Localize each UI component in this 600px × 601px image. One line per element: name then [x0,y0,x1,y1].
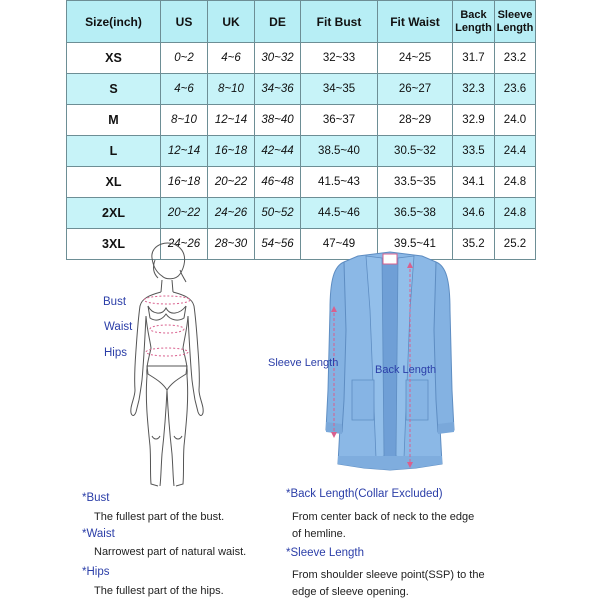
table-cell: 28~29 [378,105,453,136]
back-length-desc-line2: of hemline. [292,528,346,540]
size-cell: XS [67,43,161,74]
table-cell: 33.5 [453,136,495,167]
table-cell: 34.1 [453,167,495,198]
back-length-term: *Back Length(Collar Excluded) [286,488,443,500]
table-cell: 16~18 [161,167,208,198]
hips-term: *Hips [82,566,110,578]
waist-measure-line [150,325,184,333]
table-cell: 25.2 [495,229,536,260]
sleeve-length-desc-line1: From shoulder sleeve point(SSP) to the [292,569,485,581]
size-cell: 2XL [67,198,161,229]
table-cell: 4~6 [208,43,255,74]
back-length-label: Back Length [375,364,437,376]
table-cell: 28~30 [208,229,255,260]
table-cell: 26~27 [378,74,453,105]
table-cell: 32.9 [453,105,495,136]
table-row [67,74,536,105]
size-cell: XL [67,167,161,198]
table-cell: 12~14 [161,136,208,167]
header-us: US [161,1,208,43]
hips-label: Hips [104,347,128,359]
header-back-length: Back Length [453,1,495,43]
table-row [67,167,536,198]
table-cell: 38.5~40 [301,136,378,167]
header-size: Size(inch) [67,1,161,43]
table-cell: 31.7 [453,43,495,74]
table-cell: 46~48 [255,167,301,198]
header-fit-waist: Fit Waist [378,1,453,43]
table-cell: 50~52 [255,198,301,229]
table-cell: 47~49 [301,229,378,260]
table-cell: 34~36 [255,74,301,105]
header-uk: UK [208,1,255,43]
table-cell: 12~14 [208,105,255,136]
back-length-desc-line1: From center back of neck to the edge [292,511,475,523]
table-row [67,136,536,167]
table-cell: 44.5~46 [301,198,378,229]
header-de: DE [255,1,301,43]
table-cell: 16~18 [208,136,255,167]
bust-measure-line [144,296,190,304]
table-cell: 32~33 [301,43,378,74]
waist-term: *Waist [82,528,115,540]
bust-desc: The fullest part of the bust. [94,511,225,523]
table-row [67,43,536,74]
table-cell: 24~26 [161,229,208,260]
table-header-row [67,1,536,43]
table-row [67,105,536,136]
table-cell: 20~22 [208,167,255,198]
table-cell: 24~26 [208,198,255,229]
bust-label: Bust [103,296,127,308]
table-cell: 54~56 [255,229,301,260]
waist-label: Waist [104,321,133,333]
table-cell: 24.8 [495,167,536,198]
hips-desc: The fullest part of the hips. [94,585,224,597]
size-cell: 3XL [67,229,161,260]
header-fit-bust: Fit Bust [301,1,378,43]
table-cell: 24.8 [495,198,536,229]
table-cell: 24.0 [495,105,536,136]
table-row [67,198,536,229]
sleeve-length-desc-line2: edge of sleeve opening. [292,586,409,598]
waist-desc: Narrowest part of natural waist. [94,546,247,558]
sleeve-length-label: Sleeve Length [268,357,339,369]
table-cell: 41.5~43 [301,167,378,198]
size-cell: M [67,105,161,136]
table-cell: 30~32 [255,43,301,74]
table-cell: 32.3 [453,74,495,105]
body-outline-figure [110,240,220,490]
table-cell: 33.5~35 [378,167,453,198]
table-cell: 35.2 [453,229,495,260]
table-cell: 36~37 [301,105,378,136]
table-cell: 24~25 [378,43,453,74]
table-cell: 23.2 [495,43,536,74]
size-cell: L [67,136,161,167]
table-cell: 42~44 [255,136,301,167]
table-cell: 23.6 [495,74,536,105]
hips-measure-line [146,348,188,356]
table-cell: 36.5~38 [378,198,453,229]
table-cell: 34.6 [453,198,495,229]
size-chart-table [66,0,536,260]
table-cell: 0~2 [161,43,208,74]
table-cell: 24.4 [495,136,536,167]
table-cell: 8~10 [208,74,255,105]
bust-term: *Bust [82,492,110,504]
table-cell: 30.5~32 [378,136,453,167]
table-cell: 4~6 [161,74,208,105]
table-cell: 20~22 [161,198,208,229]
table-cell: 39.5~41 [378,229,453,260]
table-cell: 38~40 [255,105,301,136]
table-cell: 8~10 [161,105,208,136]
sleeve-length-term: *Sleeve Length [286,547,365,559]
table-cell: 34~35 [301,74,378,105]
header-sleeve-length: Sleeve Length [495,1,536,43]
size-cell: S [67,74,161,105]
